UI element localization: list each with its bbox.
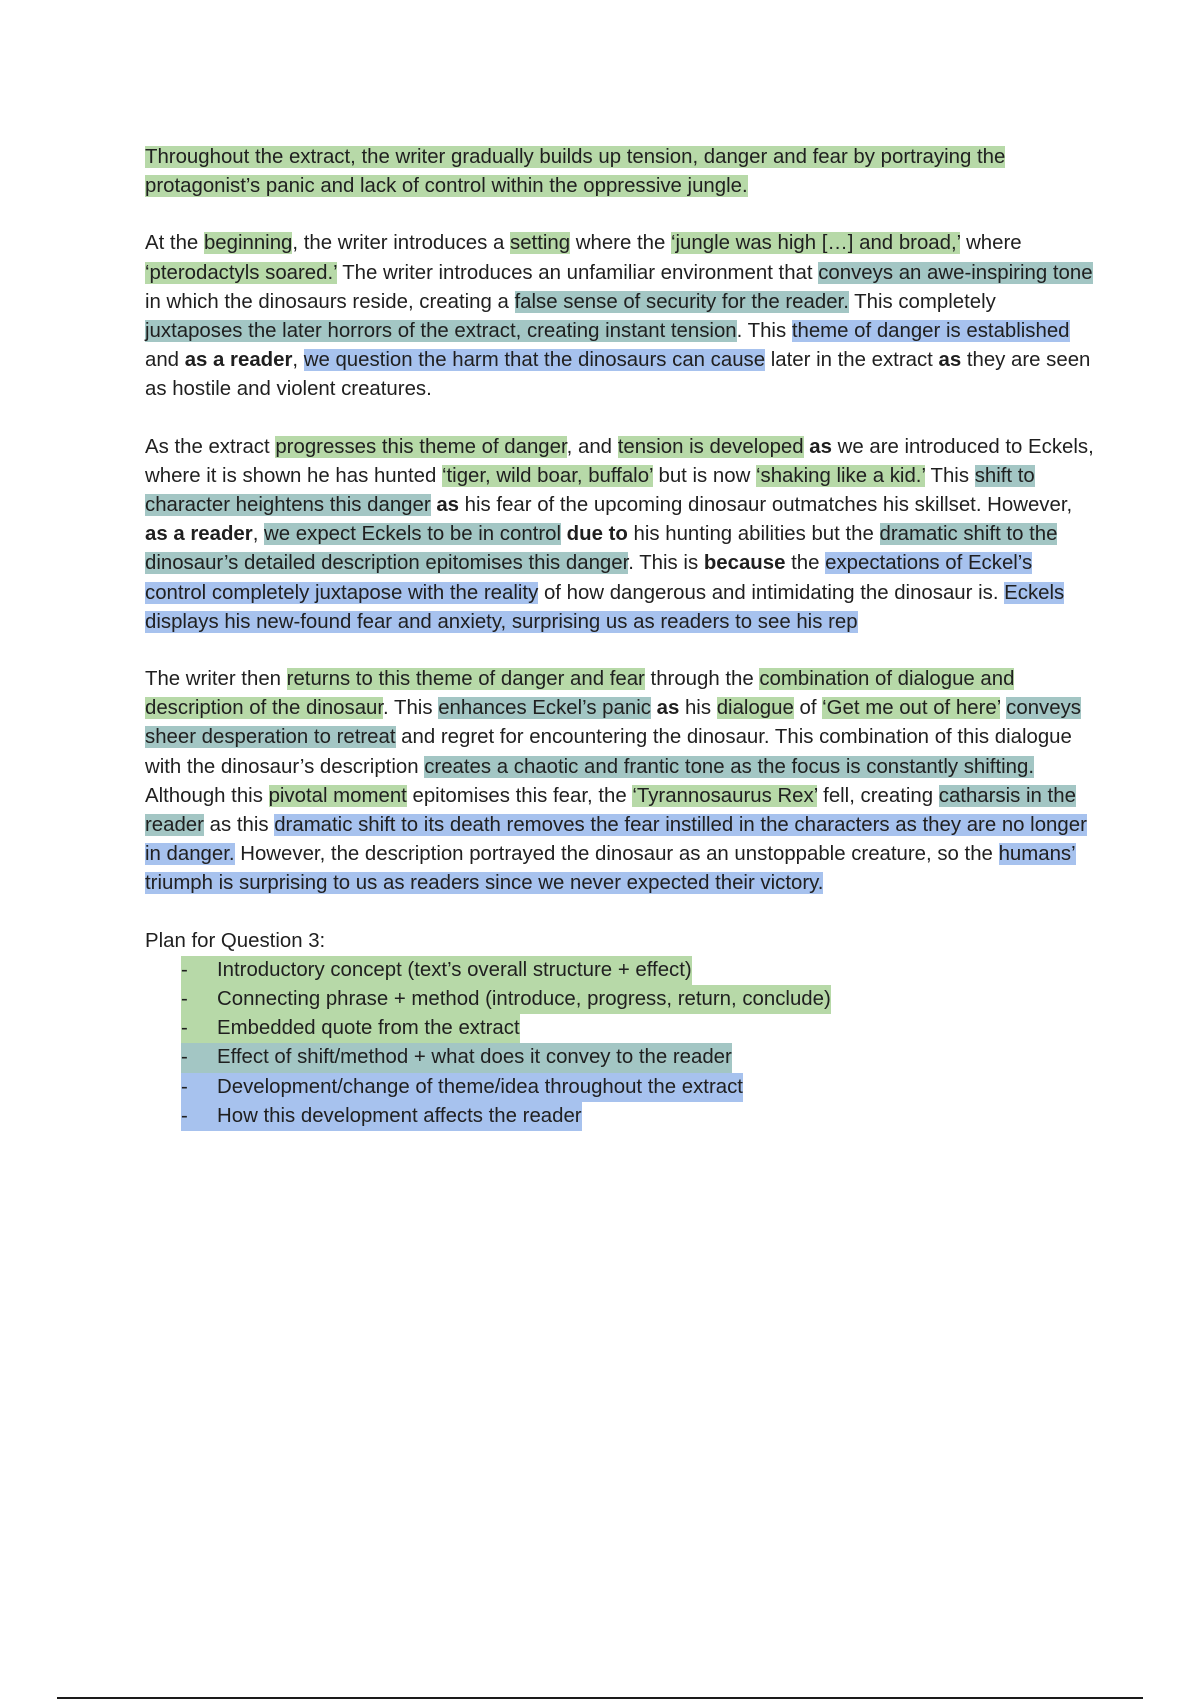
plain-text-span: we are introduced to Eckels, where it is shown he has hunted: [145, 435, 1094, 487]
plain-text-span: fell, creating: [817, 784, 939, 807]
plain-text-span: as this: [203, 814, 275, 837]
plan-item-row: [181, 956, 692, 985]
plain-text-span: epitomises this fear, the: [406, 784, 633, 807]
plain-text-span: As the extract: [145, 435, 276, 458]
plan-item-text: Introductory concept (text’s overall structure + effect): [217, 958, 692, 981]
plain-text-span: . This is: [628, 552, 704, 575]
plain-text-span: Although this: [145, 784, 269, 807]
highlight-green-span: pivotal moment: [268, 784, 407, 807]
plain-text-span: This: [925, 464, 975, 487]
plain-text-span: but is now: [652, 464, 756, 487]
highlight-blue-span: dramatic shift to its death removes the fear instilled in the characters as they are no longer in danger.: [145, 814, 1087, 866]
bold-connective: as: [938, 349, 962, 372]
plain-text-span: of: [793, 697, 823, 720]
plain-text-span: and: [145, 349, 185, 372]
highlight-teal-span: conveys an awe-inspiring tone: [818, 261, 1093, 284]
plan-item-row: [181, 1043, 732, 1072]
plan-section: [145, 927, 1095, 1131]
plain-text-span: they are seen as hostile and violent creatures.: [145, 349, 1091, 401]
highlight-green-span: beginning: [203, 232, 293, 255]
plain-text-span: his fear of the upcoming dinosaur outmatches his skillset. However,: [459, 494, 1073, 517]
highlight-green-span: returns to this theme of danger and fear: [286, 668, 645, 691]
plan-item: [181, 1102, 1095, 1131]
plan-item: [181, 1073, 1095, 1102]
plan-item-row: [181, 985, 831, 1014]
plain-text-span: and regret for encountering the dinosaur. This combination of this dialogue with the dinosaur’s description: [145, 726, 1072, 778]
plain-text-span: later in the extract: [765, 349, 939, 372]
highlight-green-span: combination of dialogue and description of the dinosaur: [145, 668, 1015, 720]
highlight-green-span: tension is developed: [617, 435, 804, 458]
plain-text-span: his: [679, 697, 717, 720]
highlight-green-span: ‘shaking like a kid.’: [755, 464, 926, 487]
paragraph-return: [145, 665, 1095, 899]
plan-bullet-dash: -: [181, 958, 188, 981]
plan-item: [181, 956, 1095, 985]
highlight-teal-span: false sense of security for the reader.: [514, 290, 849, 313]
plan-item-text: Development/change of theme/idea throughout the extract: [217, 1075, 743, 1098]
plan-item-row: [181, 1014, 520, 1043]
highlight-teal-span: we expect Eckels to be in control: [264, 523, 561, 546]
highlight-green-span: ‘pterodactyls soared.’: [145, 261, 337, 284]
bold-connective: as: [656, 697, 680, 720]
highlight-green-span: ‘tiger, wild boar, buffalo’: [441, 464, 653, 487]
plan-bullet-dash: -: [181, 1017, 188, 1040]
plan-bullet-dash: -: [181, 1046, 188, 1069]
bottom-rule: [57, 1697, 1143, 1699]
plan-list: [145, 956, 1095, 1131]
highlight-blue-span: Eckels displays his new-found fear and anxiety, surprising us as readers to see his rep: [145, 581, 1065, 633]
plan-item: [181, 1043, 1095, 1072]
bold-connective: as a reader: [184, 349, 293, 372]
plan-title: Plan for Question 3:: [145, 929, 326, 952]
highlight-teal-span: catharsis in the reader: [145, 784, 1076, 837]
plain-text-span: his hunting abilities but the: [627, 523, 880, 546]
plain-text-span: in which the dinosaurs reside, creating a: [145, 290, 515, 313]
plan-item-text: How this development affects the reader: [217, 1104, 582, 1127]
plain-text-span: ,: [252, 523, 265, 546]
bold-connective: as: [809, 435, 832, 458]
highlight-teal-span: creates a chaotic and frantic tone as the focus is constantly shifting.: [424, 755, 1035, 778]
plain-text-span: of how dangerous and intimidating the dinosaur is.: [538, 581, 1005, 604]
paragraph-intro: [145, 143, 1095, 201]
bold-connective: due to: [566, 523, 628, 546]
plan-item: [181, 985, 1095, 1014]
plan-bullet-dash: -: [181, 1104, 188, 1127]
plain-text-span: . This: [736, 320, 792, 343]
highlight-green-span: setting: [510, 232, 571, 255]
plain-text-span: . This: [383, 697, 439, 720]
bold-connective: as a reader: [145, 523, 253, 546]
plain-text-span: the: [785, 552, 826, 575]
plain-text-span: However, the description portrayed the dinosaur as an unstoppable creature, so the: [234, 843, 999, 866]
highlight-green-span: progresses this theme of danger: [275, 435, 567, 458]
paragraph-progression: [145, 433, 1095, 637]
highlight-teal-span: dramatic shift to the dinosaur’s detailed description epitomises this danger: [145, 523, 1058, 575]
document-page: [145, 143, 1095, 1131]
highlight-green-span: dialogue: [716, 697, 794, 720]
highlight-green-span: ‘Get me out of here’: [822, 697, 1001, 720]
plain-text-span: , the writer introduces a: [292, 232, 511, 255]
plain-text-span: This completely: [848, 290, 996, 313]
plan-item-text: Connecting phrase + method (introduce, progress, return, conclude): [217, 988, 831, 1011]
bold-connective: because: [703, 552, 786, 575]
plain-text-span: ,: [292, 349, 304, 372]
plan-bullet-dash: -: [181, 988, 188, 1011]
plain-text-span: where: [960, 232, 1022, 255]
highlight-blue-span: humans’ triumph is surprising to us as readers since we never expected their victory.: [145, 843, 1076, 895]
highlight-green-span: ‘Tyrannosaurus Rex’: [632, 784, 818, 807]
plain-text-span: The writer then: [145, 668, 287, 691]
plan-item: [181, 1014, 1095, 1043]
plain-text-span: where the: [570, 232, 671, 255]
highlight-teal-span: enhances Eckel’s panic: [438, 697, 651, 720]
highlight-blue-span: we question the harm that the dinosaurs can cause: [303, 349, 766, 372]
plan-item-row: [181, 1102, 582, 1131]
plan-item-text: Effect of shift/method + what does it convey to the reader: [217, 1046, 732, 1069]
highlight-teal-span: juxtaposes the later horrors of the extract, creating instant tension: [145, 320, 737, 343]
plain-text-span: , and: [566, 435, 618, 458]
plain-text-span: The writer introduces an unfamiliar environment that: [336, 261, 819, 284]
plan-item-text: Embedded quote from the extract: [217, 1017, 520, 1040]
plan-bullet-dash: -: [181, 1075, 188, 1098]
highlight-teal-span: conveys sheer desperation to retreat: [145, 697, 1081, 749]
plain-text-span: At the: [145, 232, 204, 255]
highlight-blue-span: expectations of Eckel’s control completely juxtapose with the reality: [145, 552, 1033, 604]
highlight-blue-span: theme of danger is established: [791, 320, 1070, 343]
highlight-green-span: ‘jungle was high […] and broad,’: [670, 232, 961, 255]
highlight-teal-span: shift to character heightens this danger: [145, 464, 1035, 517]
highlight-green-span: Throughout the extract, the writer gradually builds up tension, danger and fear by portraying the protagonist’s panic and lack of control within the oppressive jungle.: [145, 146, 1006, 198]
plan-item-row: [181, 1073, 743, 1102]
paragraph-beginning: [145, 229, 1095, 404]
bold-connective: as: [436, 494, 460, 517]
plain-text-span: through the: [644, 668, 760, 691]
